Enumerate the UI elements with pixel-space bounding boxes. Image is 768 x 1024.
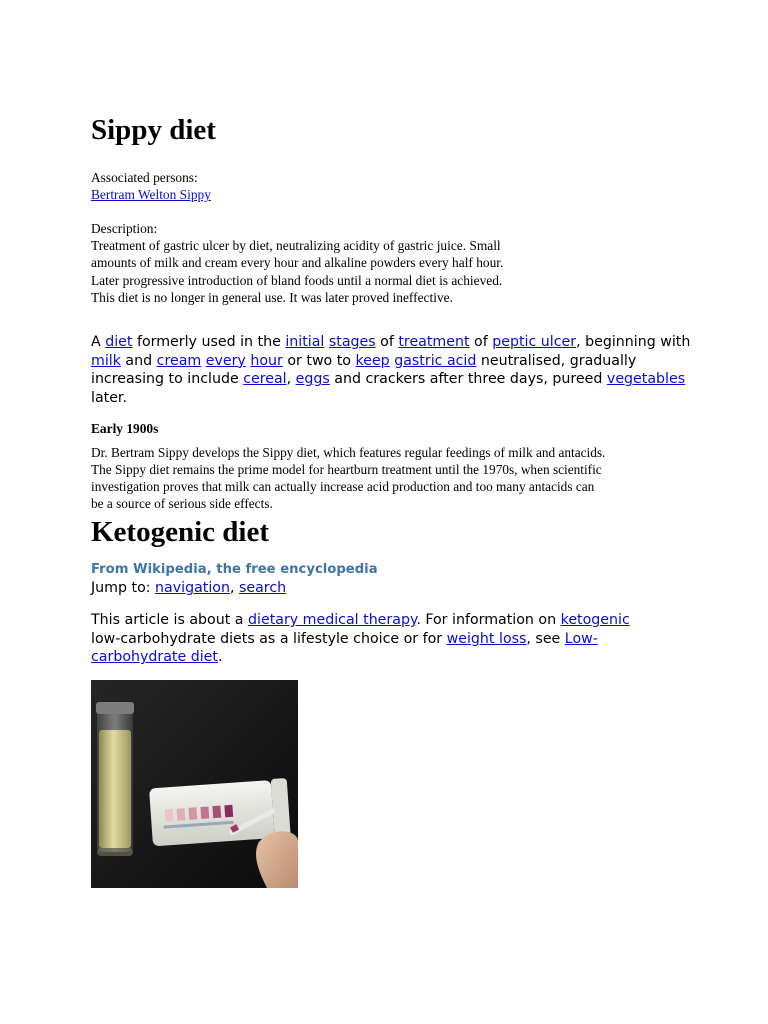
paragraph-text: of [375,334,399,350]
link-every[interactable]: every [205,352,246,369]
hatnote-paragraph [91,611,661,667]
paragraph-text: formerly used in the [132,334,286,350]
link-vegetables[interactable]: vegetables [606,371,686,388]
link-ketogenic[interactable]: ketogenic [560,612,630,628]
link-cream[interactable]: cream [156,352,202,369]
paragraph-text: and crackers after three days, pureed [329,371,607,388]
hatnote-text: , see [526,630,565,647]
link-keep[interactable]: keep [355,352,390,369]
description-label: Description: [91,221,158,236]
early-line: be a source of serious side effects. [91,496,273,511]
associated-persons-label: Associated persons: [91,170,198,185]
jump-to-links [91,580,286,596]
paragraph-text: neutralised, gradually increasing to include [91,352,637,388]
wiki-subtitle: From Wikipedia, the free encyclopedia [91,562,378,577]
hatnote-text: This article is about a [91,612,249,628]
description-block [91,220,571,306]
link-bertram-welton-sippy[interactable]: Bertram Welton Sippy [91,187,211,202]
link-cereal[interactable]: cereal [243,371,287,388]
page-title-sippy-diet: Sippy diet [91,114,216,146]
link-gastric-acid[interactable]: gastric acid [394,352,477,369]
sippy-diet-paragraph [91,333,691,408]
link-low-carbohydrate-diet[interactable]: Low-carbohydrate diet [91,630,598,666]
link-diet[interactable]: diet [105,334,133,350]
early-1900s-text [91,444,691,512]
paragraph-text: and [120,352,157,369]
urine-sample-vial-image [96,702,134,856]
link-eggs[interactable]: eggs [295,371,330,388]
description-line: Later progressive introduction of bland foods until a normal diet is achieved. [91,272,503,288]
hatnote-text: . For information on [416,612,561,628]
ketone-test-photo[interactable] [91,680,298,888]
link-stages[interactable]: stages [328,334,376,350]
paragraph-text: , beginning with [576,334,691,350]
link-hour[interactable]: hour [250,352,283,369]
jump-to-label: Jump to: [91,580,156,596]
associated-persons-block [91,169,211,203]
link-dietary-medical-therapy[interactable]: dietary medical therapy [248,612,417,628]
hatnote-text: . [217,649,223,666]
section-heading-early-1900s: Early 1900s [91,421,159,436]
link-peptic-ulcer[interactable]: peptic ulcer [492,334,577,350]
description-line: amounts of milk and cream every hour and alkaline powders every half hour. [91,255,504,271]
paragraph-text: later. [91,390,127,407]
description-line: This diet is no longer in general use. It was later proved ineffective. [91,289,453,305]
page-title-ketogenic-diet: Ketogenic diet [91,516,269,548]
link-navigation[interactable]: navigation [155,580,230,596]
early-line: investigation proves that milk can actually increase acid production and too many antacids can [91,479,595,494]
early-line: Dr. Bertram Sippy develops the Sippy diet, which features regular feedings of milk and antacids. [91,445,606,460]
jump-separator: , [229,580,239,596]
link-search[interactable]: search [238,580,287,596]
early-line: The Sippy diet remains the prime model for heartburn treatment until the 1970s, when scientific [91,462,602,477]
paragraph-text: of [469,334,493,350]
link-milk[interactable]: milk [91,352,121,369]
paragraph-text: , [286,371,296,388]
link-treatment[interactable]: treatment [398,334,470,350]
link-initial[interactable]: initial [285,334,325,350]
description-line: Treatment of gastric ulcer by diet, neutralizing acidity of gastric juice. Small [91,238,501,254]
hatnote-text: low-carbohydrate diets as a lifestyle choice or for [91,630,447,647]
paragraph-text: A [91,334,106,350]
link-weight-loss[interactable]: weight loss [446,630,527,647]
paragraph-text: or two to [282,352,356,369]
